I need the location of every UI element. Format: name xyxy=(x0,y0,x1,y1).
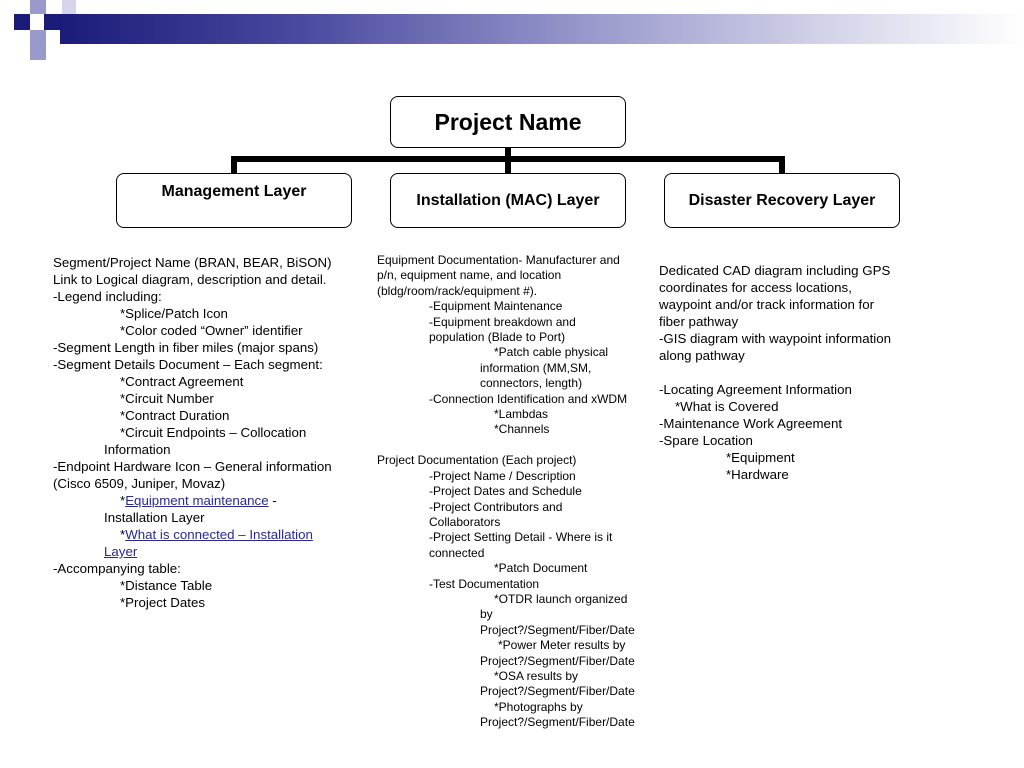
text-line: *Hardware xyxy=(726,467,789,482)
text-line: information (MM,SM, xyxy=(480,360,592,375)
text-line: Link to Logical diagram, description and detail. xyxy=(53,272,327,287)
text-line: -Endpoint Hardware Icon – General information xyxy=(53,459,332,474)
text-line: -GIS diagram with waypoint information xyxy=(659,331,892,346)
text-line: -Accompanying table: xyxy=(53,561,181,576)
text-line: Dedicated CAD diagram including GPS xyxy=(659,263,891,278)
text-line: -Spare Location xyxy=(659,433,753,448)
disaster-recovery-layer-box xyxy=(664,173,900,228)
management-layer-label: Management Layer xyxy=(161,183,307,200)
decor-square xyxy=(14,14,30,30)
text-line: by xyxy=(480,607,493,622)
text-line: Information xyxy=(104,442,171,457)
text-line: connected xyxy=(429,545,485,560)
decor-square xyxy=(30,0,46,14)
text-line: *Circuit Number xyxy=(120,391,214,406)
text-line: Installation Layer xyxy=(104,510,205,525)
text-line: *Photographs by xyxy=(494,699,583,714)
text-line: -Locating Agreement Information xyxy=(659,382,852,397)
text-line: *OSA results by xyxy=(494,668,579,683)
text-line: *Distance Table xyxy=(120,578,213,593)
text-line: *Lambdas xyxy=(494,407,549,422)
text-line: *OTDR launch organized xyxy=(494,591,628,606)
decor-square xyxy=(30,46,46,60)
text-line: Collaborators xyxy=(429,514,501,529)
connector-drop-center xyxy=(505,156,511,174)
what-is-connected-link[interactable]: What is connected – Installation xyxy=(125,527,313,542)
text-line: -Equipment breakdown and xyxy=(429,314,576,329)
bullet-star: * xyxy=(120,527,126,542)
text-line: -Segment Length in fiber miles (major spans) xyxy=(53,340,319,355)
text-line: *Channels xyxy=(494,422,550,437)
text-line: Project Documentation (Each project) xyxy=(377,453,577,468)
installation-layer-label: Installation (MAC) Layer xyxy=(416,191,600,209)
text-line: -Test Documentation xyxy=(429,576,540,591)
spacer xyxy=(377,438,635,453)
text-line: *Color coded “Owner” identifier xyxy=(120,323,303,338)
text-line: *Project Dates xyxy=(120,595,205,610)
equipment-maintenance-link[interactable]: Equipment maintenance xyxy=(125,493,269,508)
text-line: Project?/Segment/Fiber/Date xyxy=(480,684,635,699)
text-line: -Project Contributors and xyxy=(429,499,563,514)
text-line xyxy=(53,492,332,509)
title-banner xyxy=(60,14,1024,44)
text-line: along pathway xyxy=(659,348,745,363)
installation-details xyxy=(377,253,635,731)
connector-drop-left xyxy=(231,156,237,174)
text-line: -Project Dates and Schedule xyxy=(429,484,582,499)
management-layer-box xyxy=(116,173,352,228)
text-line: waypoint and/or track information for xyxy=(659,297,875,312)
decor-square xyxy=(30,30,46,46)
text-line: *Splice/Patch Icon xyxy=(120,306,228,321)
text-line xyxy=(53,526,332,543)
what-is-connected-link-cont[interactable]: Layer xyxy=(104,544,138,559)
text-line: population (Blade to Port) xyxy=(429,330,566,345)
text-line xyxy=(53,543,332,560)
text-line: -Equipment Maintenance xyxy=(429,299,563,314)
text-line: fiber pathway xyxy=(659,314,739,329)
project-name-box xyxy=(390,96,626,148)
text-line: -Segment Details Document – Each segment: xyxy=(53,357,323,372)
project-name-label: Project Name xyxy=(434,108,582,135)
text-line: -Connection Identification and xWDM xyxy=(429,391,628,406)
text-line: Equipment Documentation- Manufacturer and xyxy=(377,253,620,267)
decor-square xyxy=(44,14,60,30)
text-line: *Contract Duration xyxy=(120,408,230,423)
text-line: *Contract Agreement xyxy=(120,374,244,389)
recovery-details xyxy=(659,262,891,483)
text-line: -Legend including: xyxy=(53,289,162,304)
text-line: Project?/Segment/Fiber/Date xyxy=(480,715,635,730)
spacer xyxy=(659,364,891,381)
text-line: -Maintenance Work Agreement xyxy=(659,416,843,431)
bullet-star: * xyxy=(120,493,126,508)
text-line: (bldg/room/rack/equipment #). xyxy=(377,283,538,298)
text-line: Project?/Segment/Fiber/Date xyxy=(480,653,635,668)
text-line: *Equipment xyxy=(726,450,795,465)
installation-layer-box xyxy=(390,173,626,228)
text-line: connectors, length) xyxy=(480,376,583,391)
text-line: *Circuit Endpoints – Collocation xyxy=(120,425,307,440)
text-line: *Patch cable physical xyxy=(494,345,609,360)
text-line: (Cisco 6509, Juniper, Movaz) xyxy=(53,476,226,491)
text-line: -Project Name / Description xyxy=(429,468,576,483)
text-line: *Power Meter results by xyxy=(498,638,626,653)
text-line: -Project Setting Detail - Where is it xyxy=(429,530,613,545)
management-details xyxy=(53,254,332,611)
text-line: Project?/Segment/Fiber/Date xyxy=(480,622,635,637)
text-line: *Patch Document xyxy=(494,561,588,576)
decor-square xyxy=(62,0,76,14)
text-fragment: - xyxy=(268,493,277,508)
disaster-recovery-layer-label: Disaster Recovery Layer xyxy=(688,191,876,209)
text-line: Segment/Project Name (BRAN, BEAR, BiSON) xyxy=(53,255,332,270)
text-line: p/n, equipment name, and location xyxy=(377,268,562,283)
text-line: coordinates for access locations, xyxy=(659,280,852,295)
connector-drop-right xyxy=(779,156,785,174)
text-line: *What is Covered xyxy=(675,399,779,414)
